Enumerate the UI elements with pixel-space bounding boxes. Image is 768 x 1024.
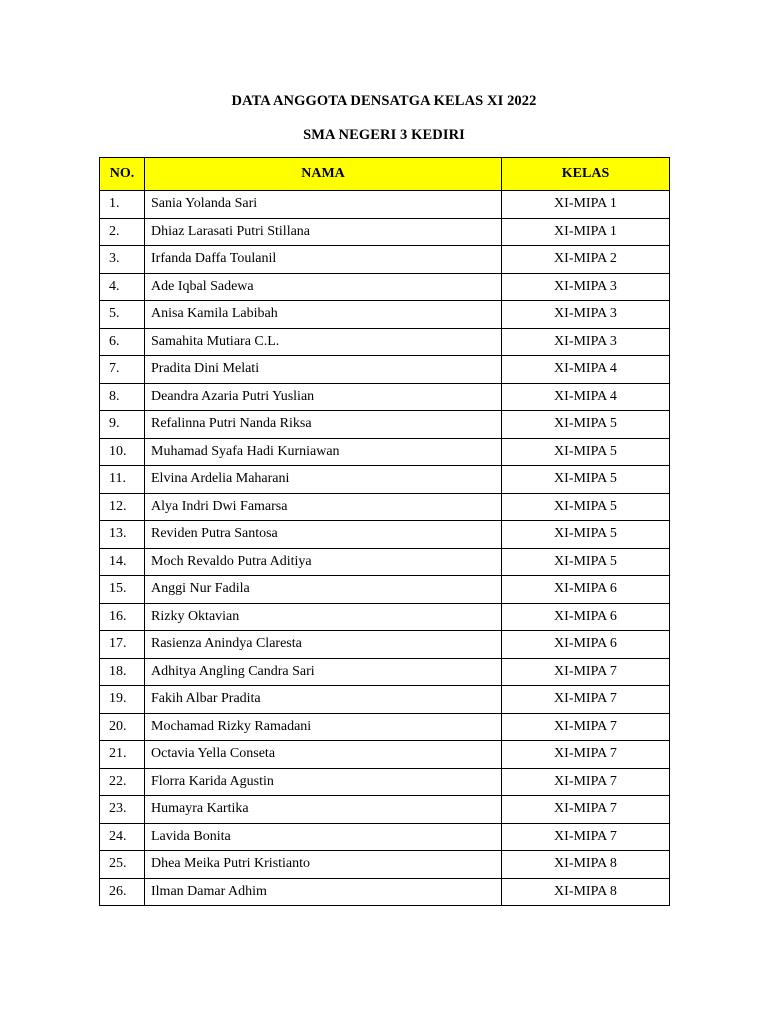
- member-class: XI-MIPA 3: [502, 301, 670, 329]
- table-row: [100, 713, 670, 741]
- header-nama: NAMA: [145, 158, 502, 191]
- member-name: Fakih Albar Pradita: [145, 686, 502, 714]
- header-row: [100, 158, 670, 191]
- member-class: XI-MIPA 8: [502, 878, 670, 906]
- member-name: Pradita Dini Melati: [145, 356, 502, 384]
- table-body: [100, 191, 670, 906]
- table-row: [100, 878, 670, 906]
- table-row: [100, 741, 670, 769]
- row-number: 25.: [100, 851, 145, 879]
- row-number: 16.: [100, 603, 145, 631]
- row-number: 4.: [100, 273, 145, 301]
- table-row: [100, 548, 670, 576]
- row-number: 19.: [100, 686, 145, 714]
- table-row: [100, 686, 670, 714]
- table-row: [100, 521, 670, 549]
- table-row: [100, 246, 670, 274]
- table-row: [100, 383, 670, 411]
- member-class: XI-MIPA 7: [502, 823, 670, 851]
- member-name: Alya Indri Dwi Famarsa: [145, 493, 502, 521]
- table-row: [100, 796, 670, 824]
- table-row: [100, 851, 670, 879]
- table-row: [100, 411, 670, 439]
- member-class: XI-MIPA 7: [502, 796, 670, 824]
- member-name: Reviden Putra Santosa: [145, 521, 502, 549]
- table-row: [100, 466, 670, 494]
- table-row: [100, 438, 670, 466]
- member-name: Deandra Azaria Putri Yuslian: [145, 383, 502, 411]
- member-class: XI-MIPA 6: [502, 576, 670, 604]
- member-class: XI-MIPA 7: [502, 713, 670, 741]
- member-class: XI-MIPA 4: [502, 356, 670, 384]
- row-number: 2.: [100, 218, 145, 246]
- header-no: NO.: [100, 158, 145, 191]
- table-header: [100, 158, 670, 191]
- member-class: XI-MIPA 7: [502, 658, 670, 686]
- table-row: [100, 631, 670, 659]
- member-class: XI-MIPA 6: [502, 603, 670, 631]
- member-name: Lavida Bonita: [145, 823, 502, 851]
- member-class: XI-MIPA 8: [502, 851, 670, 879]
- member-class: XI-MIPA 1: [502, 191, 670, 219]
- row-number: 7.: [100, 356, 145, 384]
- table-row: [100, 823, 670, 851]
- row-number: 3.: [100, 246, 145, 274]
- row-number: 10.: [100, 438, 145, 466]
- member-class: XI-MIPA 5: [502, 411, 670, 439]
- row-number: 22.: [100, 768, 145, 796]
- member-class: XI-MIPA 1: [502, 218, 670, 246]
- member-name: Ilman Damar Adhim: [145, 878, 502, 906]
- row-number: 26.: [100, 878, 145, 906]
- table-row: [100, 576, 670, 604]
- member-name: Humayra Kartika: [145, 796, 502, 824]
- member-name: Dhiaz Larasati Putri Stillana: [145, 218, 502, 246]
- row-number: 24.: [100, 823, 145, 851]
- table-row: [100, 218, 670, 246]
- member-name: Muhamad Syafa Hadi Kurniawan: [145, 438, 502, 466]
- row-number: 14.: [100, 548, 145, 576]
- table-row: [100, 301, 670, 329]
- row-number: 11.: [100, 466, 145, 494]
- member-class: XI-MIPA 6: [502, 631, 670, 659]
- row-number: 5.: [100, 301, 145, 329]
- member-class: XI-MIPA 2: [502, 246, 670, 274]
- row-number: 12.: [100, 493, 145, 521]
- document-title: DATA ANGGOTA DENSATGA KELAS XI 2022: [231, 93, 537, 109]
- member-class: XI-MIPA 7: [502, 768, 670, 796]
- row-number: 1.: [100, 191, 145, 219]
- row-number: 18.: [100, 658, 145, 686]
- member-name: Mochamad Rizky Ramadani: [145, 713, 502, 741]
- member-name: Elvina Ardelia Maharani: [145, 466, 502, 494]
- table-row: [100, 356, 670, 384]
- member-name: Ade Iqbal Sadewa: [145, 273, 502, 301]
- row-number: 6.: [100, 328, 145, 356]
- member-name: Florra Karida Agustin: [145, 768, 502, 796]
- member-name: Sania Yolanda Sari: [145, 191, 502, 219]
- row-number: 23.: [100, 796, 145, 824]
- table-row: [100, 273, 670, 301]
- row-number: 20.: [100, 713, 145, 741]
- member-name: Refalinna Putri Nanda Riksa: [145, 411, 502, 439]
- member-table: [99, 157, 670, 906]
- member-name: Dhea Meika Putri Kristianto: [145, 851, 502, 879]
- document-subtitle: SMA NEGERI 3 KEDIRI: [303, 127, 465, 143]
- member-class: XI-MIPA 4: [502, 383, 670, 411]
- member-class: XI-MIPA 5: [502, 548, 670, 576]
- row-number: 8.: [100, 383, 145, 411]
- member-name: Octavia Yella Conseta: [145, 741, 502, 769]
- table-row: [100, 493, 670, 521]
- row-number: 17.: [100, 631, 145, 659]
- member-class: XI-MIPA 5: [502, 521, 670, 549]
- row-number: 9.: [100, 411, 145, 439]
- table-row: [100, 768, 670, 796]
- member-class: XI-MIPA 3: [502, 273, 670, 301]
- table-row: [100, 328, 670, 356]
- member-class: XI-MIPA 3: [502, 328, 670, 356]
- table-row: [100, 658, 670, 686]
- member-class: XI-MIPA 7: [502, 686, 670, 714]
- table-row: [100, 191, 670, 219]
- member-name: Anggi Nur Fadila: [145, 576, 502, 604]
- member-name: Moch Revaldo Putra Aditiya: [145, 548, 502, 576]
- member-name: Irfanda Daffa Toulanil: [145, 246, 502, 274]
- row-number: 13.: [100, 521, 145, 549]
- member-class: XI-MIPA 7: [502, 741, 670, 769]
- member-name: Samahita Mutiara C.L.: [145, 328, 502, 356]
- row-number: 21.: [100, 741, 145, 769]
- table-row: [100, 603, 670, 631]
- member-name: Rasienza Anindya Claresta: [145, 631, 502, 659]
- header-kelas: KELAS: [502, 158, 670, 191]
- member-class: XI-MIPA 5: [502, 466, 670, 494]
- member-name: Rizky Oktavian: [145, 603, 502, 631]
- member-class: XI-MIPA 5: [502, 493, 670, 521]
- member-class: XI-MIPA 5: [502, 438, 670, 466]
- member-name: Adhitya Angling Candra Sari: [145, 658, 502, 686]
- member-name: Anisa Kamila Labibah: [145, 301, 502, 329]
- row-number: 15.: [100, 576, 145, 604]
